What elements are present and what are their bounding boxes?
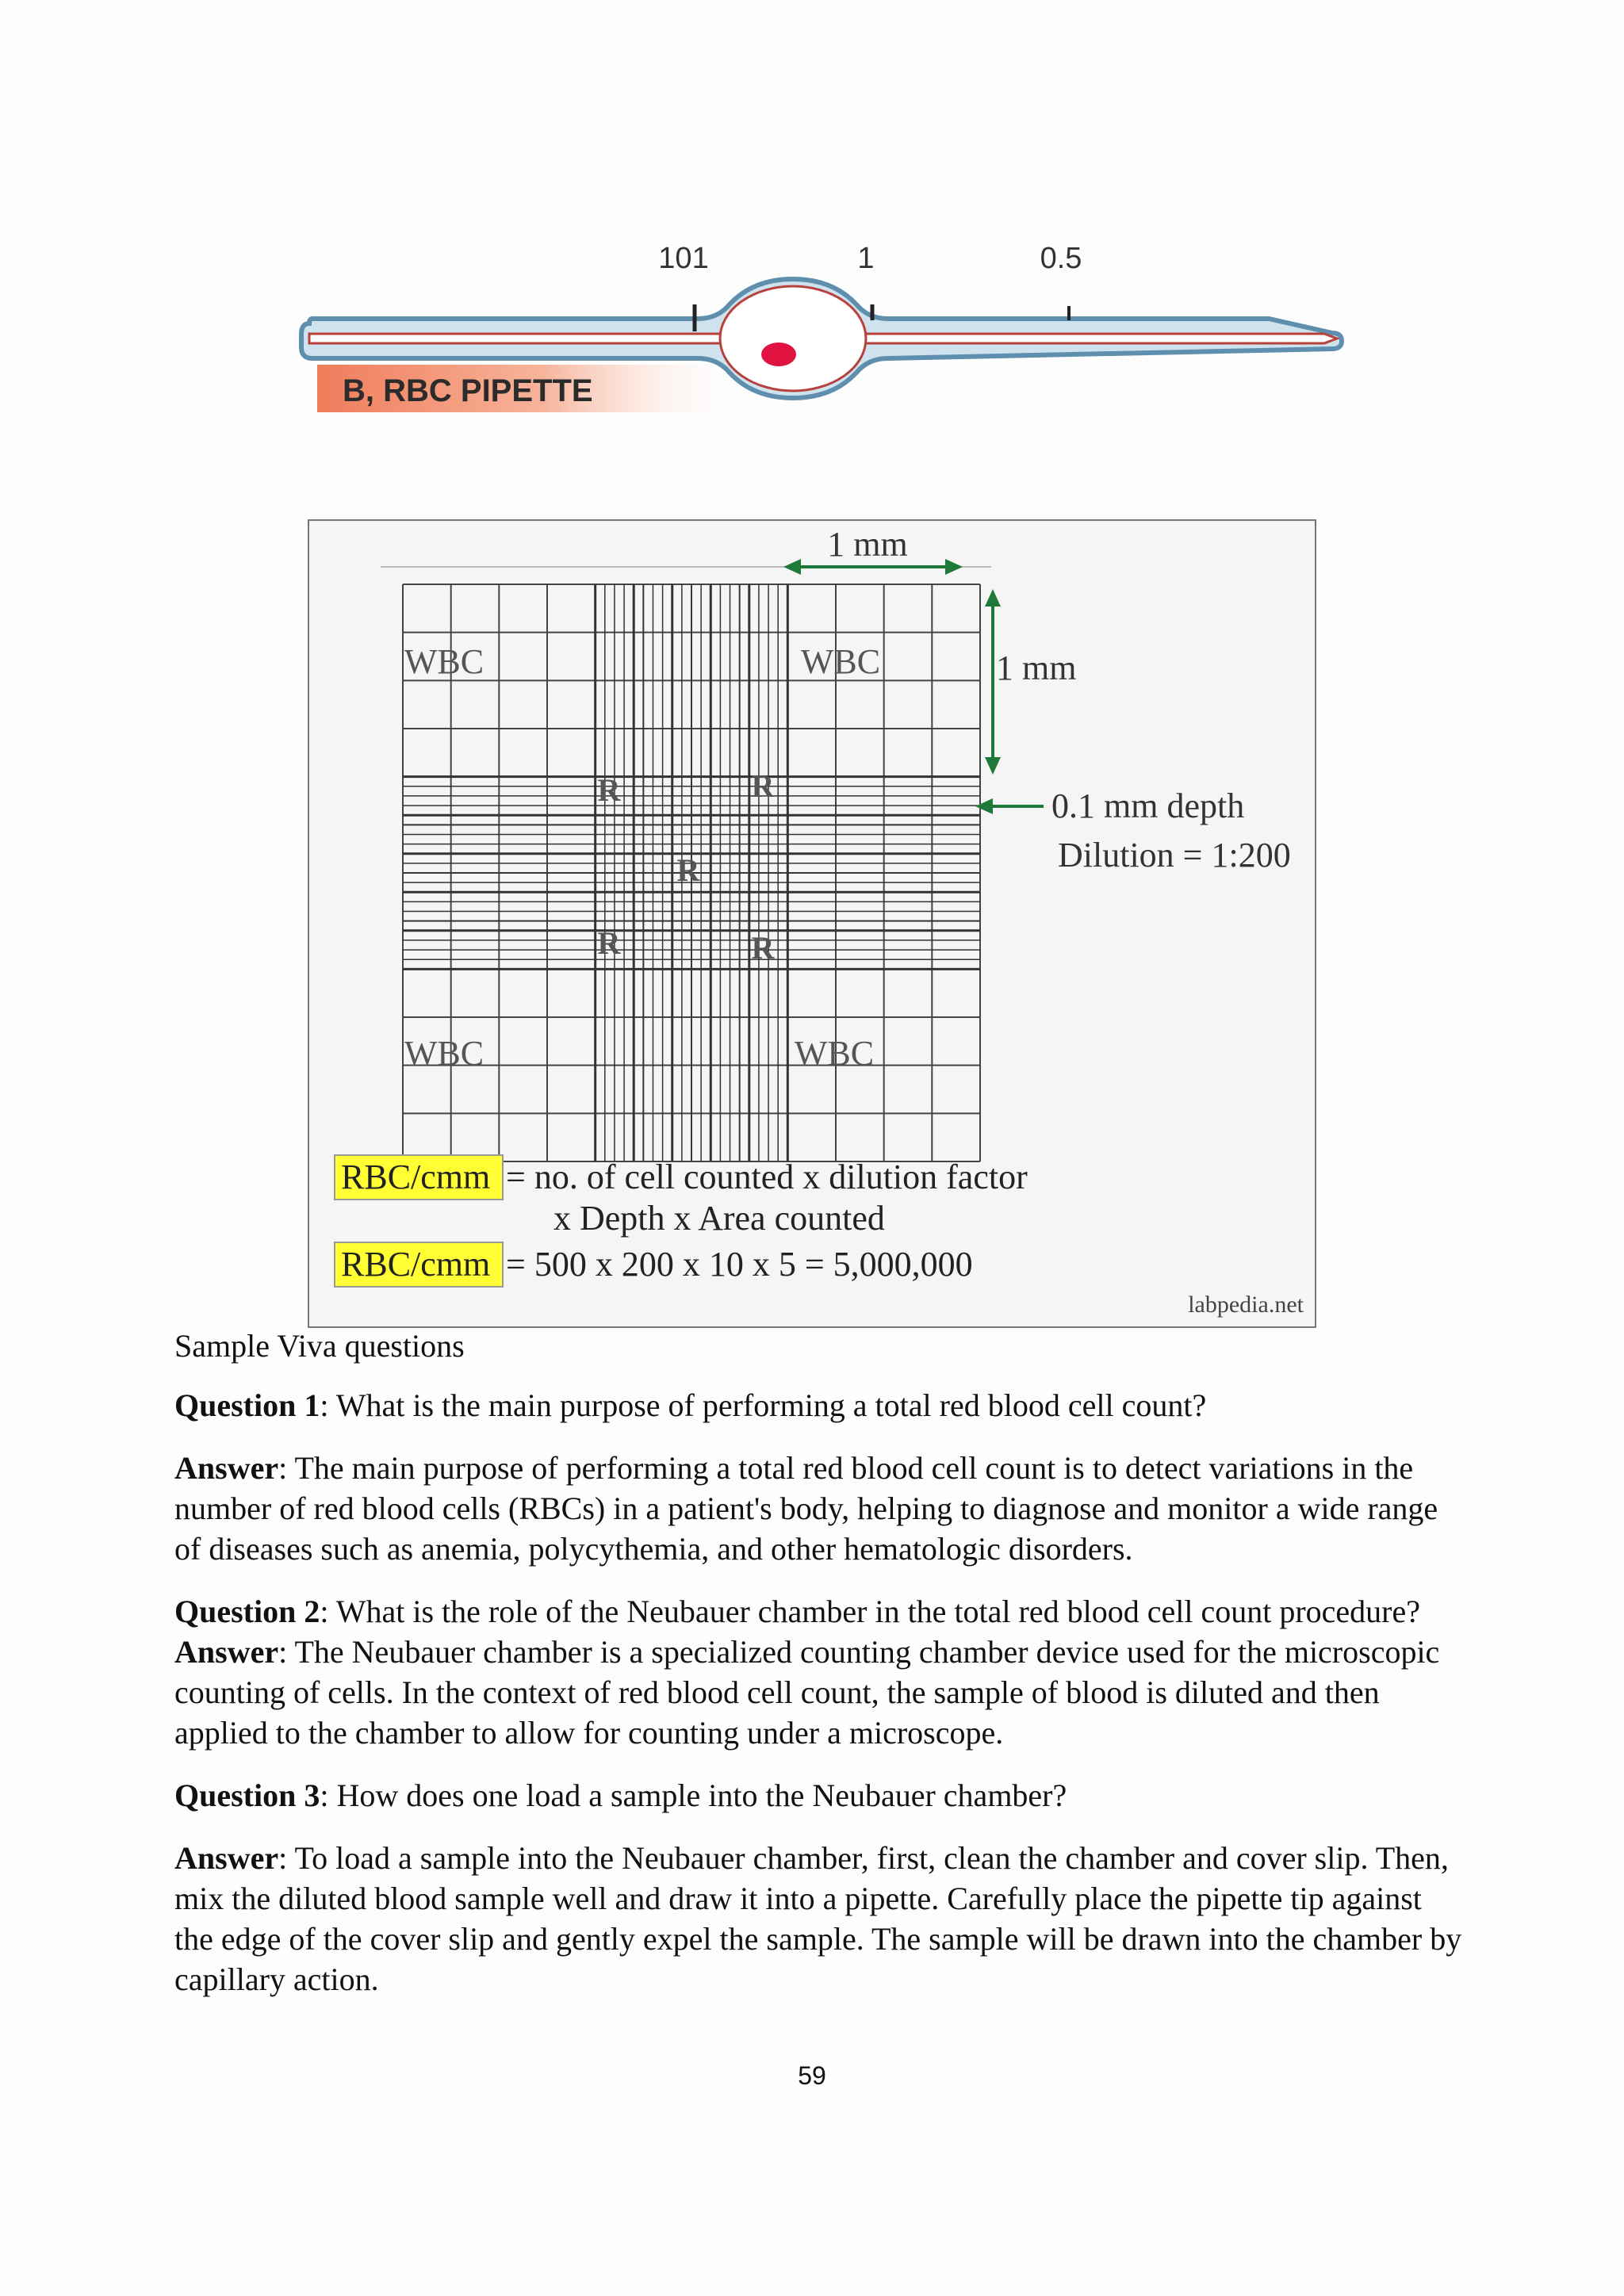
rbc-square-bottom-left: R bbox=[597, 925, 621, 961]
answer-1 bbox=[174, 1448, 1467, 1569]
page-number: 59 bbox=[798, 2061, 826, 2090]
question-answer-2 bbox=[174, 1591, 1467, 1753]
question-1-text: : What is the main purpose of performing a total red blood cell count? bbox=[320, 1387, 1207, 1423]
height-label: 1 mm bbox=[996, 649, 1077, 687]
mark-1-label: 1 bbox=[857, 242, 875, 275]
answer-3-label: Answer bbox=[174, 1840, 279, 1876]
question-3-text: : How does one load a sample into the Neubauer chamber? bbox=[320, 1777, 1067, 1813]
mark-101-label: 101 bbox=[658, 242, 709, 275]
answer-2-text: : The Neubauer chamber is a specialized counting chamber device used for the microscopic counting of cells. In the context of red blood cell count, the sample of blood is diluted and then applied to the chamber to allow for counting under a microscope. bbox=[174, 1634, 1440, 1751]
question-1 bbox=[174, 1385, 1467, 1425]
pipette-bore-left bbox=[309, 334, 728, 343]
neubauer-chamber-figure bbox=[308, 519, 1316, 1328]
formula-line-2: x Depth x Area counted bbox=[553, 1199, 885, 1238]
height-arrow-top bbox=[985, 589, 1001, 607]
question-2-label: Question 2 bbox=[174, 1594, 320, 1629]
depth-pointer-arrow bbox=[975, 798, 993, 814]
rbc-square-top-left: R bbox=[597, 772, 621, 808]
source-credit: labpedia.net bbox=[1188, 1292, 1304, 1318]
dilution-label: Dilution = 1:200 bbox=[1058, 836, 1291, 874]
pipette-bore-right bbox=[858, 334, 1337, 343]
viva-questions-section bbox=[174, 1326, 1467, 2022]
rbc-square-bottom-right: R bbox=[751, 930, 775, 966]
answer-2-label: Answer bbox=[174, 1634, 279, 1670]
rbc-square-center: R bbox=[676, 852, 700, 888]
viva-heading: Sample Viva questions bbox=[174, 1328, 465, 1364]
question-1-label: Question 1 bbox=[174, 1387, 320, 1423]
answer-3 bbox=[174, 1838, 1467, 1999]
question-2-text: : What is the role of the Neubauer chamber in the total red blood cell count procedure? bbox=[320, 1594, 1420, 1629]
answer-1-label: Answer bbox=[174, 1450, 279, 1486]
formula-term-2: RBC/cmm bbox=[341, 1245, 491, 1284]
wbc-label-top-left: WBC bbox=[404, 642, 485, 681]
wbc-label-bottom-right: WBC bbox=[794, 1034, 875, 1073]
pipette-bulb bbox=[720, 286, 866, 391]
width-arrow-left bbox=[783, 559, 801, 575]
wbc-label-top-right: WBC bbox=[800, 642, 881, 681]
height-arrow-bottom bbox=[985, 757, 1001, 775]
answer-3-text: : To load a sample into the Neubauer chamber, first, clean the chamber and cover slip. Then, mix the diluted blood sample well and draw it into a pipette. Carefully place the pipette tip against the edge of the cover slip and gently expel the sample. The sample will be drawn into the chamber by capillary action. bbox=[174, 1840, 1462, 1997]
pipette-title: B, RBC PIPETTE bbox=[343, 373, 593, 408]
rbc-pipette-drawing bbox=[285, 230, 1348, 428]
formula-result: = 500 x 200 x 10 x 5 = 5,000,000 bbox=[506, 1245, 973, 1284]
answer-1-text: : The main purpose of performing a total red blood cell count is to detect variations in the number of red blood cells (RBCs) in a patient's body, helping to diagnose and monitor a wide range of diseases such as anemia, polycythemia, and other hematologic disorders. bbox=[174, 1450, 1438, 1567]
width-arrow-right bbox=[945, 559, 963, 575]
mark-05-label: 0.5 bbox=[1040, 242, 1082, 275]
mixing-bead bbox=[761, 342, 796, 366]
wbc-label-bottom-left: WBC bbox=[404, 1034, 485, 1073]
rbc-pipette-figure bbox=[285, 230, 1348, 428]
depth-label: 0.1 mm depth bbox=[1051, 786, 1245, 825]
neubauer-chamber-drawing bbox=[309, 521, 1315, 1326]
formula-line-1: = no. of cell counted x dilution factor bbox=[506, 1158, 1028, 1196]
question-3-label: Question 3 bbox=[174, 1777, 320, 1813]
rbc-square-top-right: R bbox=[751, 768, 775, 804]
width-label: 1 mm bbox=[827, 525, 908, 564]
formula-term-1: RBC/cmm bbox=[341, 1158, 491, 1196]
question-3 bbox=[174, 1775, 1467, 1816]
